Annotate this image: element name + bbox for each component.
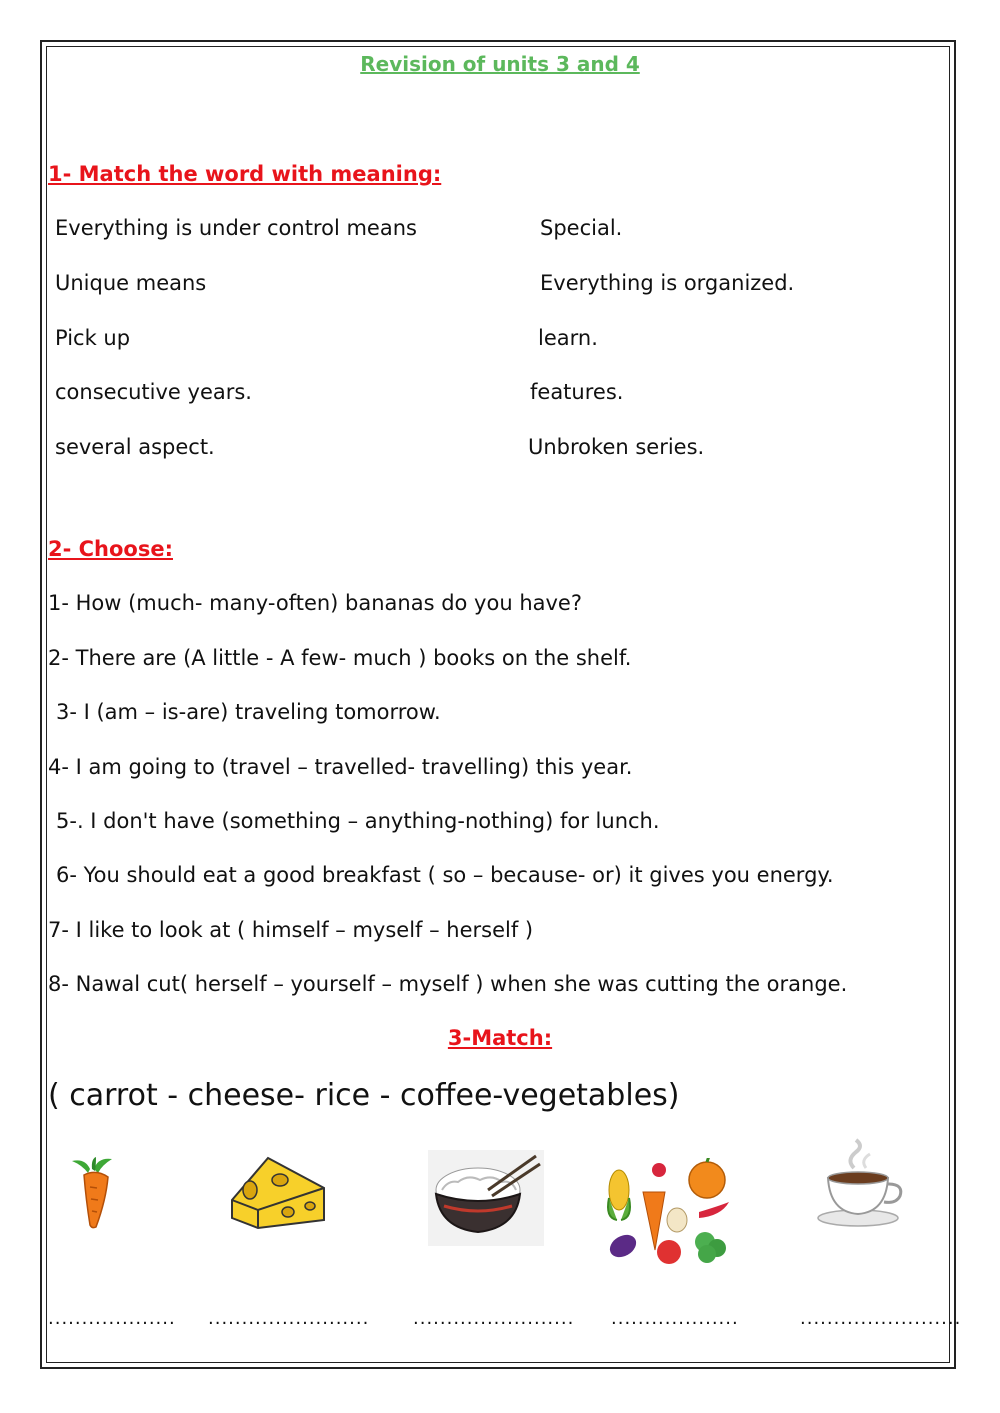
match-left-4: consecutive years.	[55, 380, 252, 404]
choose-item-6: 6- You should eat a good breakfast ( so – because- or) it gives you energy.	[56, 863, 834, 887]
choose-item-7: 7- I like to look at ( himself – myself – herself )	[48, 918, 534, 942]
word-bank: ( carrot - cheese- rice - coffee-vegetables)	[48, 1078, 680, 1113]
match-right-1: Special.	[540, 216, 623, 240]
answer-line-2[interactable]: ........................	[208, 1308, 370, 1329]
answer-line-4[interactable]: ...................	[611, 1308, 739, 1329]
vegetables-icon	[603, 1158, 735, 1268]
choose-item-2: 2- There are (A little - A few- much ) books on the shelf.	[48, 646, 632, 670]
choose-item-3: 3- I (am – is-are) traveling tomorrow.	[56, 700, 441, 724]
choose-item-1: 1- How (much- many-often) bananas do you have?	[48, 591, 582, 615]
rice-bowl-icon	[428, 1150, 544, 1246]
choose-item-8: 8- Nawal cut( herself – yourself – myself ) when she was cutting the orange.	[48, 972, 848, 996]
match-right-5: Unbroken series.	[528, 435, 705, 459]
match-right-2: Everything is organized.	[540, 271, 795, 295]
carrot-icon	[60, 1155, 140, 1235]
match-right-3: learn.	[538, 326, 598, 350]
section1-heading: 1- Match the word with meaning:	[48, 162, 442, 186]
match-right-4: features.	[530, 380, 624, 404]
choose-item-4: 4- I am going to (travel – travelled- travelling) this year.	[48, 755, 633, 779]
section2-heading: 2- Choose:	[48, 537, 173, 561]
match-left-2: Unique means	[55, 271, 207, 295]
answer-line-3[interactable]: ........................	[413, 1308, 575, 1329]
section3-heading: 3-Match:	[447, 1026, 553, 1050]
coffee-cup-icon	[812, 1138, 908, 1230]
match-left-3: Pick up	[55, 326, 131, 350]
match-left-5: several aspect.	[55, 435, 215, 459]
choose-item-5: 5-. I don't have (something – anything-nothing) for lunch.	[56, 809, 660, 833]
page-title: Revision of units 3 and 4	[360, 52, 640, 76]
answer-line-5[interactable]: ........................	[800, 1308, 962, 1329]
cheese-icon	[228, 1150, 328, 1230]
match-left-1: Everything is under control means	[55, 216, 417, 240]
answer-line-1[interactable]: ...................	[48, 1308, 176, 1329]
